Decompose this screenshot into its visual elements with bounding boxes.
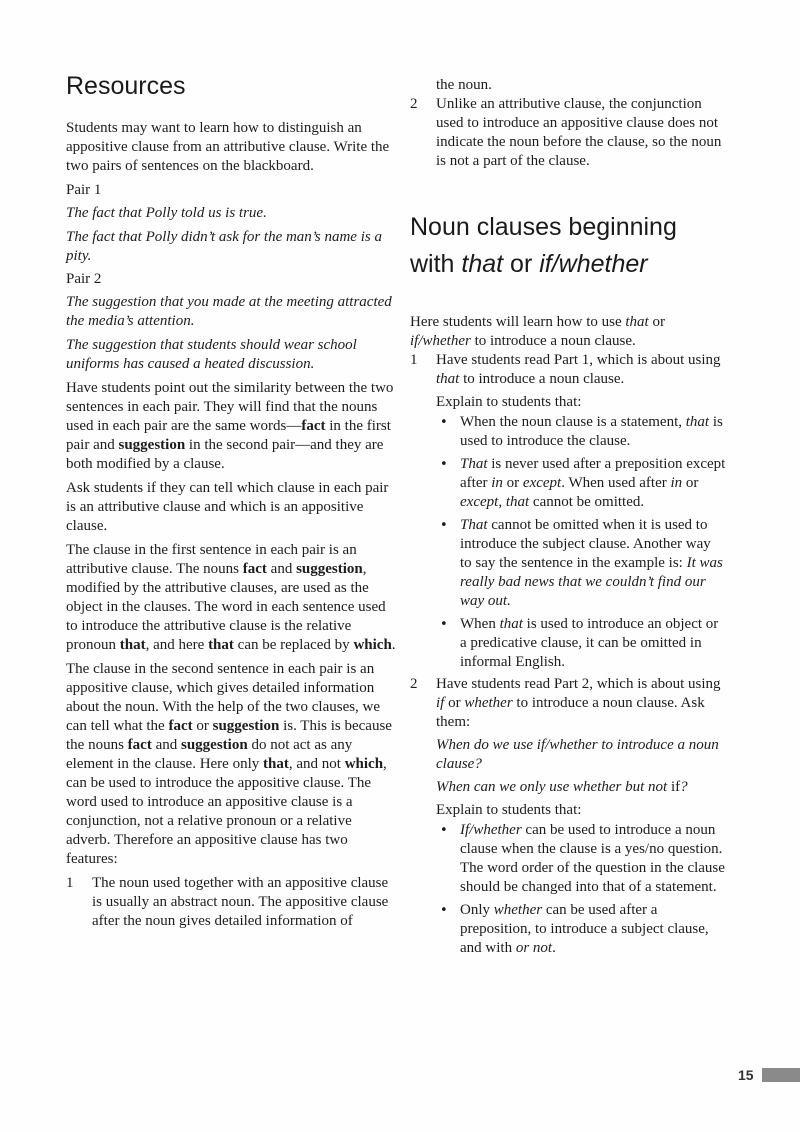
bullet-item: • When the noun clause is a statement, that is used to introduce the clause. [436, 413, 726, 451]
pair2-label: Pair 2 [66, 271, 102, 287]
feature-item-1: 1 The noun used together with an appositive clause is usually an abstract noun. The appositive clause after the noun gives detailed information of [66, 875, 389, 929]
continuation-text: the noun. [436, 77, 492, 93]
question-1: When do we use if/whether to introduce a noun clause? [436, 737, 719, 772]
question-2: When can we only use whether but not if? [436, 779, 688, 795]
step-item-1: 1 Have students read Part 1, which is about using that to introduce a noun clause. Explain to students that: • When the noun clause is a statement, that is used to introduce the clause. • That is never used after a preposition except after in or except. When used after in or except, that cannot be omitted. • That cannot be omitted when it is used to introduce the subject clause. Another way to say the sentence in the example is: It was really bad news that we couldn’t find our way out. • When that is used to introduce an object or a predicative clause, it can be omitted in informal English. [410, 351, 726, 672]
bullet-item: • When that is used to introduce an object or a predicative clause, it can be omitted in informal English. [436, 615, 726, 672]
resources-heading: Resources [66, 72, 186, 100]
similarity-paragraph: Have students point out the similarity between the two sentences in each pair. They will find that the nouns used in each pair are the same words—fact in the first pair and suggestion in the second pair—and they are both modified by a clause. [66, 380, 394, 472]
step-item-2: 2 Have students read Part 2, which is about using if or whether to introduce a noun clause. Ask them: When do we use if/whether to introduce a noun clause? When can we only use whether but not if? Explain to students that: • If/whether can be used to introduce a noun clause when the clause is a yes/no question. The word order of the question in the clause should be changed into that of a statement. • Only whether can be used after a preposition, to introduce a subject clause, and with or not. [410, 675, 726, 958]
noun-clauses-heading: Noun clauses beginning with that or if/whether [410, 213, 677, 278]
pair2-sentence1: The suggestion that you made at the meeting attracted the media’s attention. [66, 294, 392, 329]
question-paragraph: Ask students if they can tell which clause in each pair is an attributive clause and which is an appositive clause. [66, 480, 389, 534]
right-column [410, 0, 726, 958]
intro-paragraph: Students may want to learn how to distinguish an appositive clause from an attributive clause. Write the two pairs of sentences on the blackboard. [66, 120, 390, 174]
pair1-sentence2: The fact that Polly didn’t ask for the man’s name is a pity. [66, 229, 382, 264]
attributive-paragraph: The clause in the first sentence in each pair is an attributive clause. The nouns fact and suggestion, modified by the attributive clauses, are used as the object in the clauses. The word in each sentence used to introduce the attributive clause is the relative pronoun that, and here that can be replaced by which. [66, 542, 396, 653]
bullet-item: • Only whether can be used after a preposition, to introduce a subject clause, and with or not. [436, 901, 726, 958]
page-number: 15 [738, 1067, 754, 1083]
noun-clause-intro: Here students will learn how to use that or if/whether to introduce a noun clause. [410, 314, 665, 349]
left-column [66, 0, 396, 931]
appositive-paragraph: The clause in the second sentence in each pair is an appositive clause, which gives detailed information about the noun. With the help of the two clauses, we can tell what the fact or suggestion is. This is because the nouns fact and suggestion do not act as any element in the clause. Here only that, and not which, can be used to introduce the appositive clause. The word used to introduce an appositive clause is a conjunction, not a relative pronoun or a relative adverb. Therefore an appositive clause has two features: [66, 661, 392, 867]
feature-item-2: 2 Unlike an attributive clause, the conjunction used to introduce an appositive clause does not indicate the noun before the clause, so the noun is not a part of the clause. [410, 96, 722, 169]
pair2-sentence2: The suggestion that students should wear school uniforms has caused a heated discussion. [66, 337, 357, 372]
explain-label-2: Explain to students that: [436, 802, 582, 818]
bullet-item: • That cannot be omitted when it is used to introduce the subject clause. Another way to say the sentence in the example is: It was really bad news that we couldn’t find our way out. [436, 516, 726, 611]
pair1-sentence1: The fact that Polly told us is true. [66, 205, 267, 221]
bullet-item: • If/whether can be used to introduce a noun clause when the clause is a yes/no question. The word order of the question in the clause should be changed into that of a statement. [436, 821, 726, 897]
explain-label-1: Explain to students that: [436, 394, 582, 410]
bullet-item: • That is never used after a preposition except after in or except. When used after in or except, that cannot be omitted. [436, 455, 726, 512]
pair1-label: Pair 1 [66, 182, 102, 198]
page-number-bar [762, 1068, 800, 1082]
